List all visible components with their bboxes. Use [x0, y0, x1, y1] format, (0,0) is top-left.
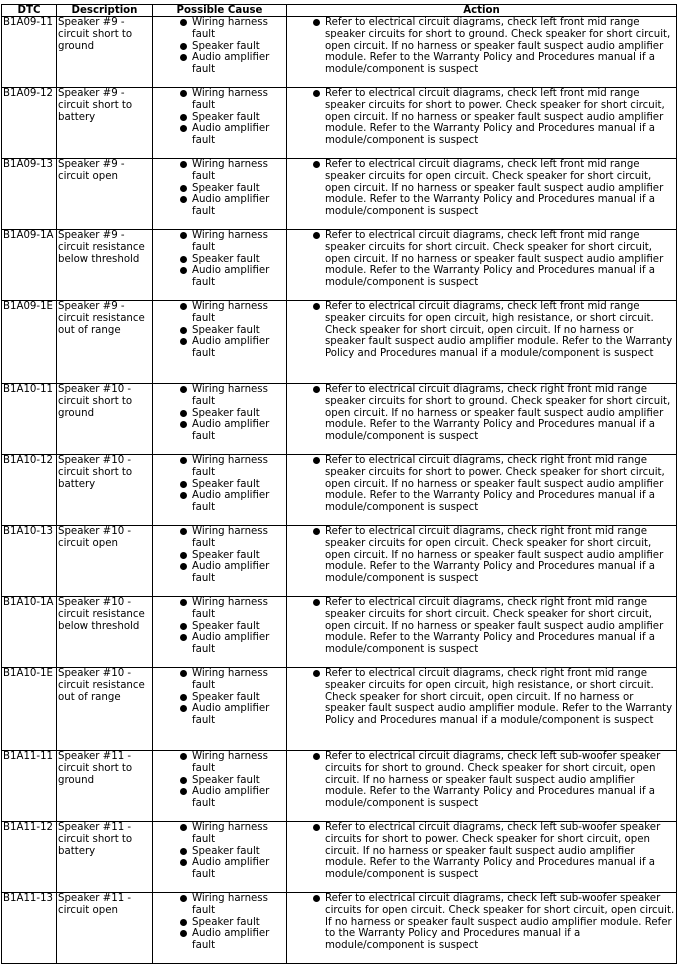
possible-cause-item: Wiring harness fault: [154, 822, 285, 846]
possible-cause-item: Wiring harness fault: [154, 384, 285, 408]
possible-cause-item: Speaker fault: [154, 775, 285, 787]
action-text: Refer to electrical circuit diagrams, check right front mid range speaker circuits for short to ground. Check speaker for short circuit, open circuit. If no harness or speaker fault suspect audio amplifier module. Refer to the Warranty Policy and Procedures manual if a module/component is suspect: [288, 384, 675, 443]
possible-cause-list: [154, 751, 285, 810]
possible-cause-list: [154, 159, 285, 218]
dtc-code: B1A09-12: [2, 88, 57, 159]
dtc-code: B1A11-13: [2, 893, 57, 964]
dtc-description: Speaker #9 - circuit short to battery: [57, 88, 153, 159]
possible-cause-item: Speaker fault: [154, 846, 285, 858]
table-row: [2, 301, 677, 384]
header-possible-cause: Possible Cause: [153, 5, 287, 17]
possible-cause-cell: [153, 88, 287, 159]
possible-cause-item: Audio amplifier fault: [154, 336, 285, 360]
action-text: Refer to electrical circuit diagrams, check right front mid range speaker circuits for short circuit. Check speaker for short circuit, open circuit. If no harness or speaker fault suspect audio amplifier module. Refer to the Warranty Policy and Procedures manual if a module/component is suspect: [288, 597, 675, 656]
action-list: [288, 597, 675, 656]
action-list: [288, 668, 675, 727]
possible-cause-list: [154, 597, 285, 656]
action-cell: [287, 893, 677, 964]
table-row: [2, 822, 677, 893]
dtc-description: Speaker #11 - circuit short to battery: [57, 822, 153, 893]
table-row: [2, 159, 677, 230]
possible-cause-cell: [153, 822, 287, 893]
header-description: Description: [57, 5, 153, 17]
header-row: [2, 5, 677, 17]
dtc-description: Speaker #10 - circuit resistance out of range: [57, 668, 153, 751]
dtc-description: Speaker #11 - circuit short to ground: [57, 751, 153, 822]
action-cell: [287, 822, 677, 893]
action-list: [288, 455, 675, 514]
possible-cause-item: Audio amplifier fault: [154, 265, 285, 289]
possible-cause-item: Wiring harness fault: [154, 301, 285, 325]
table-row: [2, 597, 677, 668]
action-text: Refer to electrical circuit diagrams, check left front mid range speaker circuits for open circuit, high resistance, or short circuit. Check speaker for short circuit, open circuit. If no harness or speaker fault suspect audio amplifier module. Refer to the Warranty Policy and Procedures manual if a module/component is suspect: [288, 301, 675, 360]
possible-cause-list: [154, 17, 285, 76]
dtc-code: B1A09-1A: [2, 230, 57, 301]
possible-cause-item: Audio amplifier fault: [154, 490, 285, 514]
possible-cause-item: Speaker fault: [154, 479, 285, 491]
possible-cause-list: [154, 384, 285, 443]
action-cell: [287, 455, 677, 526]
table-row: [2, 526, 677, 597]
table-body: [2, 17, 677, 964]
dtc-table: [1, 4, 677, 964]
table-row: [2, 230, 677, 301]
possible-cause-item: Wiring harness fault: [154, 597, 285, 621]
action-text: Refer to electrical circuit diagrams, check left sub-woofer speaker circuits for open circuit. Check speaker for short circuit, open circuit. If no harness or speaker fault suspect audio amplifier module. Refer to the Warranty Policy and Procedures manual if a module/component is suspect: [288, 893, 675, 952]
action-list: [288, 751, 675, 810]
possible-cause-list: [154, 668, 285, 727]
dtc-description: Speaker #9 - circuit resistance below threshold: [57, 230, 153, 301]
action-text: Refer to electrical circuit diagrams, check right front mid range speaker circuits for short to power. Check speaker for short circuit, open circuit. If no harness or speaker fault suspect audio amplifier module. Refer to the Warranty Policy and Procedures manual if a module/component is suspect: [288, 455, 675, 514]
action-cell: [287, 668, 677, 751]
dtc-code: B1A09-1E: [2, 301, 57, 384]
possible-cause-cell: [153, 597, 287, 668]
action-cell: [287, 88, 677, 159]
action-list: [288, 159, 675, 218]
possible-cause-item: Audio amplifier fault: [154, 632, 285, 656]
action-text: Refer to electrical circuit diagrams, check left front mid range speaker circuits for short to ground. Check speaker for short circuit, open circuit. If no harness or speaker fault suspect audio amplifier module. Refer to the Warranty Policy and Procedures manual if a module/component is suspect: [288, 17, 675, 76]
dtc-description: Speaker #9 - circuit open: [57, 159, 153, 230]
possible-cause-list: [154, 230, 285, 289]
action-cell: [287, 159, 677, 230]
action-cell: [287, 384, 677, 455]
possible-cause-item: Audio amplifier fault: [154, 419, 285, 443]
action-text: Refer to electrical circuit diagrams, check left front mid range speaker circuits for open circuit. Check speaker for short circuit, open circuit. If no harness or speaker fault suspect audio amplifier module. Refer to the Warranty Policy and Procedures manual if a module/component is suspect: [288, 159, 675, 218]
possible-cause-list: [154, 526, 285, 585]
action-cell: [287, 230, 677, 301]
dtc-description: Speaker #10 - circuit short to battery: [57, 455, 153, 526]
dtc-code: B1A10-1E: [2, 668, 57, 751]
possible-cause-item: Wiring harness fault: [154, 455, 285, 479]
possible-cause-item: Wiring harness fault: [154, 230, 285, 254]
possible-cause-item: Speaker fault: [154, 325, 285, 337]
possible-cause-item: Wiring harness fault: [154, 893, 285, 917]
possible-cause-item: Audio amplifier fault: [154, 786, 285, 810]
dtc-code: B1A09-11: [2, 17, 57, 88]
action-text: Refer to electrical circuit diagrams, check left front mid range speaker circuits for short to power. Check speaker for short circuit, open circuit. If no harness or speaker fault suspect audio amplifier module. Refer to the Warranty Policy and Procedures manual if a module/component is suspect: [288, 88, 675, 147]
possible-cause-item: Wiring harness fault: [154, 159, 285, 183]
possible-cause-item: Audio amplifier fault: [154, 561, 285, 585]
possible-cause-cell: [153, 455, 287, 526]
header-action: Action: [287, 5, 677, 17]
action-cell: [287, 301, 677, 384]
possible-cause-list: [154, 88, 285, 147]
possible-cause-cell: [153, 17, 287, 88]
possible-cause-cell: [153, 526, 287, 597]
dtc-code: B1A10-11: [2, 384, 57, 455]
dtc-description: Speaker #9 - circuit short to ground: [57, 17, 153, 88]
possible-cause-item: Speaker fault: [154, 917, 285, 929]
dtc-description: Speaker #10 - circuit resistance below threshold: [57, 597, 153, 668]
possible-cause-item: Audio amplifier fault: [154, 52, 285, 76]
possible-cause-cell: [153, 159, 287, 230]
action-list: [288, 230, 675, 289]
possible-cause-cell: [153, 384, 287, 455]
possible-cause-item: Audio amplifier fault: [154, 123, 285, 147]
action-list: [288, 384, 675, 443]
possible-cause-item: Speaker fault: [154, 550, 285, 562]
possible-cause-item: Speaker fault: [154, 112, 285, 124]
table-header: [2, 5, 677, 17]
possible-cause-item: Wiring harness fault: [154, 751, 285, 775]
action-list: [288, 17, 675, 76]
action-cell: [287, 597, 677, 668]
possible-cause-item: Speaker fault: [154, 692, 285, 704]
action-list: [288, 893, 675, 952]
dtc-code: B1A11-11: [2, 751, 57, 822]
possible-cause-item: Audio amplifier fault: [154, 928, 285, 952]
dtc-code: B1A10-13: [2, 526, 57, 597]
possible-cause-item: Speaker fault: [154, 408, 285, 420]
action-cell: [287, 751, 677, 822]
possible-cause-list: [154, 301, 285, 360]
possible-cause-cell: [153, 301, 287, 384]
possible-cause-item: Speaker fault: [154, 41, 285, 53]
table-row: [2, 668, 677, 751]
possible-cause-item: Wiring harness fault: [154, 668, 285, 692]
possible-cause-list: [154, 893, 285, 952]
dtc-description: Speaker #9 - circuit resistance out of range: [57, 301, 153, 384]
possible-cause-item: Wiring harness fault: [154, 526, 285, 550]
table-row: [2, 455, 677, 526]
dtc-code: B1A09-13: [2, 159, 57, 230]
possible-cause-cell: [153, 751, 287, 822]
dtc-code: B1A11-12: [2, 822, 57, 893]
table-row: [2, 751, 677, 822]
dtc-code: B1A10-1A: [2, 597, 57, 668]
dtc-description: Speaker #10 - circuit open: [57, 526, 153, 597]
possible-cause-item: Speaker fault: [154, 254, 285, 266]
header-dtc: DTC: [2, 5, 57, 17]
possible-cause-cell: [153, 668, 287, 751]
possible-cause-item: Speaker fault: [154, 183, 285, 195]
table-row: [2, 893, 677, 964]
possible-cause-item: Speaker fault: [154, 621, 285, 633]
table-row: [2, 17, 677, 88]
action-text: Refer to electrical circuit diagrams, check left sub-woofer speaker circuits for short to ground. Check speaker for short circuit, open circuit. If no harness or speaker fault suspect audio amplifier module. Refer to the Warranty Policy and Procedures manual if a module/component is suspect: [288, 751, 675, 810]
action-text: Refer to electrical circuit diagrams, check left sub-woofer speaker circuits for short to power. Check speaker for short circuit, open circuit. If no harness or speaker fault suspect audio amplifier module. Refer to the Warranty Policy and Procedures manual if a module/component is suspect: [288, 822, 675, 881]
dtc-description: Speaker #10 - circuit short to ground: [57, 384, 153, 455]
possible-cause-list: [154, 822, 285, 881]
action-list: [288, 526, 675, 585]
action-cell: [287, 17, 677, 88]
action-text: Refer to electrical circuit diagrams, check right front mid range speaker circuits for open circuit, high resistance, or short circuit. Check speaker for short circuit, open circuit. If no harness or speaker fault suspect audio amplifier module. Refer to the Warranty Policy and Procedures manual if a module/component is suspect: [288, 668, 675, 727]
possible-cause-item: Audio amplifier fault: [154, 194, 285, 218]
table-row: [2, 88, 677, 159]
action-list: [288, 822, 675, 881]
possible-cause-cell: [153, 893, 287, 964]
dtc-description: Speaker #11 - circuit open: [57, 893, 153, 964]
possible-cause-item: Audio amplifier fault: [154, 857, 285, 881]
action-list: [288, 301, 675, 360]
table-row: [2, 384, 677, 455]
possible-cause-item: Audio amplifier fault: [154, 703, 285, 727]
possible-cause-item: Wiring harness fault: [154, 17, 285, 41]
possible-cause-cell: [153, 230, 287, 301]
action-list: [288, 88, 675, 147]
action-text: Refer to electrical circuit diagrams, check right front mid range speaker circuits for open circuit. Check speaker for short circuit, open circuit. If no harness or speaker fault suspect audio amplifier module. Refer to the Warranty Policy and Procedures manual if a module/component is suspect: [288, 526, 675, 585]
dtc-code: B1A10-12: [2, 455, 57, 526]
possible-cause-item: Wiring harness fault: [154, 88, 285, 112]
action-cell: [287, 526, 677, 597]
possible-cause-list: [154, 455, 285, 514]
action-text: Refer to electrical circuit diagrams, check left front mid range speaker circuits for short circuit. Check speaker for short circuit, open circuit. If no harness or speaker fault suspect audio amplifier module. Refer to the Warranty Policy and Procedures manual if a module/component is suspect: [288, 230, 675, 289]
